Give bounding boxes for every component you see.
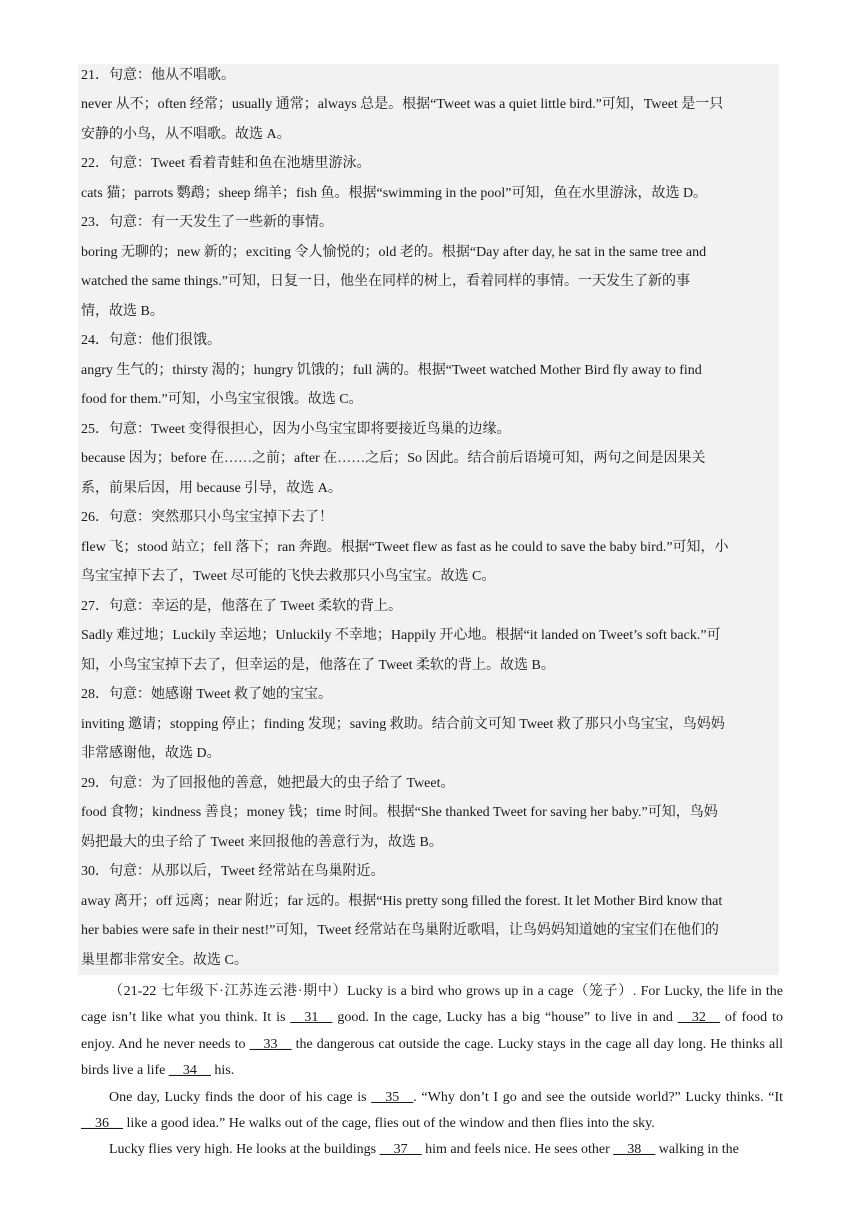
answer-line: 巢里都非常安全。故选 C。 bbox=[81, 953, 248, 968]
answer-line: food for them.”可知，小鸟宝宝很饿。故选 C。 bbox=[81, 392, 363, 407]
passage-paragraph-2: One day, Lucky finds the door of his cage is __35__. “Why don’t I go and see the outside world?” Lucky thinks. “It __36__ like a good idea.” He walks out of the cage, flies out of the window and then flies into the sky. bbox=[81, 1089, 784, 1132]
answer-line: 安静的小鸟，从不唱歌。故选 A。 bbox=[81, 127, 291, 142]
answer-line: because 因为；before 在……之前；after 在……之后；So 因此。结合前后语境可知，两句之间是因果关 bbox=[81, 451, 706, 466]
blank-34: __34__ bbox=[168, 1063, 211, 1079]
blank-37: __37__ bbox=[379, 1142, 422, 1158]
answer-line: 30．句意：从那以后，Tweet 经常站在鸟巢附近。 bbox=[81, 864, 385, 879]
blank-31: __31__ bbox=[290, 1010, 333, 1026]
blank-35: __35__ bbox=[371, 1089, 414, 1105]
passage-paragraph-1: （21-22 七年级下·江苏连云港·期中）Lucky is a bird who grows up in a cage（笼子）. For Lucky, the life in the cage isn’t like what you think. It is __31__ good. In the cage, Lucky has a big “house” to live in and __32__ of food to enjoy. And he never needs to __33__ the dangerous cat outside the cage. Lucky stays in the cage all day long. He thinks all birds live a life __34__ his. bbox=[81, 984, 784, 1079]
answer-line: 知，小鸟宝宝掉下去了，但幸运的是，他落在了 Tweet 柔软的背上。故选 B。 bbox=[81, 658, 555, 673]
answer-line: flew 飞；stood 站立；fell 落下；ran 奔跑。根据“Tweet flew as fast as he could to save the baby bird.”可知，小 bbox=[81, 540, 729, 555]
answer-line: angry 生气的；thirsty 渴的；hungry 饥饿的；full 满的。根据“Tweet watched Mother Bird fly away to find bbox=[81, 363, 702, 378]
passage-source: （21-22 七年级下·江苏连云港·期中） bbox=[109, 984, 348, 999]
answer-line: cats 猫；parrots 鹦鹉；sheep 绵羊；fish 鱼。根据“swimming in the pool”可知，鱼在水里游泳，故选 D。 bbox=[81, 186, 708, 201]
answer-line: boring 无聊的；new 新的；exciting 令人愉悦的；old 老的。根据“Day after day, he sat in the same tree and bbox=[81, 245, 707, 260]
answer-line: 非常感谢他，故选 D。 bbox=[81, 746, 221, 761]
answer-line: food 食物；kindness 善良；money 钱；time 时间。根据“She thanked Tweet for saving her baby.”可知，鸟妈 bbox=[81, 805, 718, 820]
answer-line: 29．句意：为了回报他的善意，她把最大的虫子给了 Tweet。 bbox=[81, 776, 455, 791]
answer-line: 27．句意：幸运的是，他落在了 Tweet 柔软的背上。 bbox=[81, 599, 403, 614]
answer-line: 26．句意：突然那只小鸟宝宝掉下去了！ bbox=[81, 510, 333, 525]
answer-line: watched the same things.”可知，日复一日，他坐在同样的树上，看着同样的事情。一天发生了新的事 bbox=[81, 274, 690, 289]
cloze-passage bbox=[81, 979, 783, 1164]
answer-line: away 离开；off 远离；near 附近；far 远的。根据“His pretty song filled the forest. It let Mother Bird know that bbox=[81, 894, 723, 909]
answer-line: 22．句意：Tweet 看着青蛙和鱼在池塘里游泳。 bbox=[81, 156, 371, 171]
passage-paragraph-3: Lucky flies very high. He looks at the buildings __37__ him and feels nice. He sees other __38__ walking in the bbox=[109, 1142, 739, 1158]
answer-line: 情，故选 B。 bbox=[81, 304, 164, 319]
answer-line: 21．句意：他从不唱歌。 bbox=[81, 68, 235, 83]
blank-36: __36__ bbox=[81, 1116, 123, 1132]
blank-33: __33__ bbox=[249, 1036, 292, 1052]
answer-line: 24．句意：他们很饿。 bbox=[81, 333, 221, 348]
answer-line: Sadly 难过地；Luckily 幸运地；Unluckily 不幸地；Happily 开心地。根据“it landed on Tweet’s soft back.”可 bbox=[81, 628, 721, 643]
answer-line: inviting 邀请；stopping 停止；finding 发现；saving 救助。结合前文可知 Tweet 救了那只小鸟宝宝，鸟妈妈 bbox=[81, 717, 725, 732]
answer-line: 妈把最大的虫子给了 Tweet 来回报他的善意行为，故选 B。 bbox=[81, 835, 443, 850]
blank-32: __32__ bbox=[677, 1010, 720, 1026]
answer-line: 系，前果后因，用 because 引导，故选 A。 bbox=[81, 481, 342, 496]
answer-line: 25．句意：Tweet 变得很担心，因为小鸟宝宝即将要接近鸟巢的边缘。 bbox=[81, 422, 511, 437]
answer-line: 28．句意：她感谢 Tweet 救了她的宝宝。 bbox=[81, 687, 333, 702]
blank-38: __38__ bbox=[613, 1142, 656, 1158]
answer-line: 鸟宝宝掉下去了，Tweet 尽可能的飞快去救那只小鸟宝宝。故选 C。 bbox=[81, 569, 496, 584]
answer-line: never 从不；often 经常；usually 通常；always 总是。根据“Tweet was a quiet little bird.”可知，Tweet 是一只 bbox=[81, 97, 724, 112]
answer-line: 23．句意：有一天发生了一些新的事情。 bbox=[81, 215, 333, 230]
answer-line: her babies were safe in their nest!”可知，Tweet 经常站在鸟巢附近歌唱，让鸟妈妈知道她的宝宝们在他们的 bbox=[81, 923, 719, 938]
